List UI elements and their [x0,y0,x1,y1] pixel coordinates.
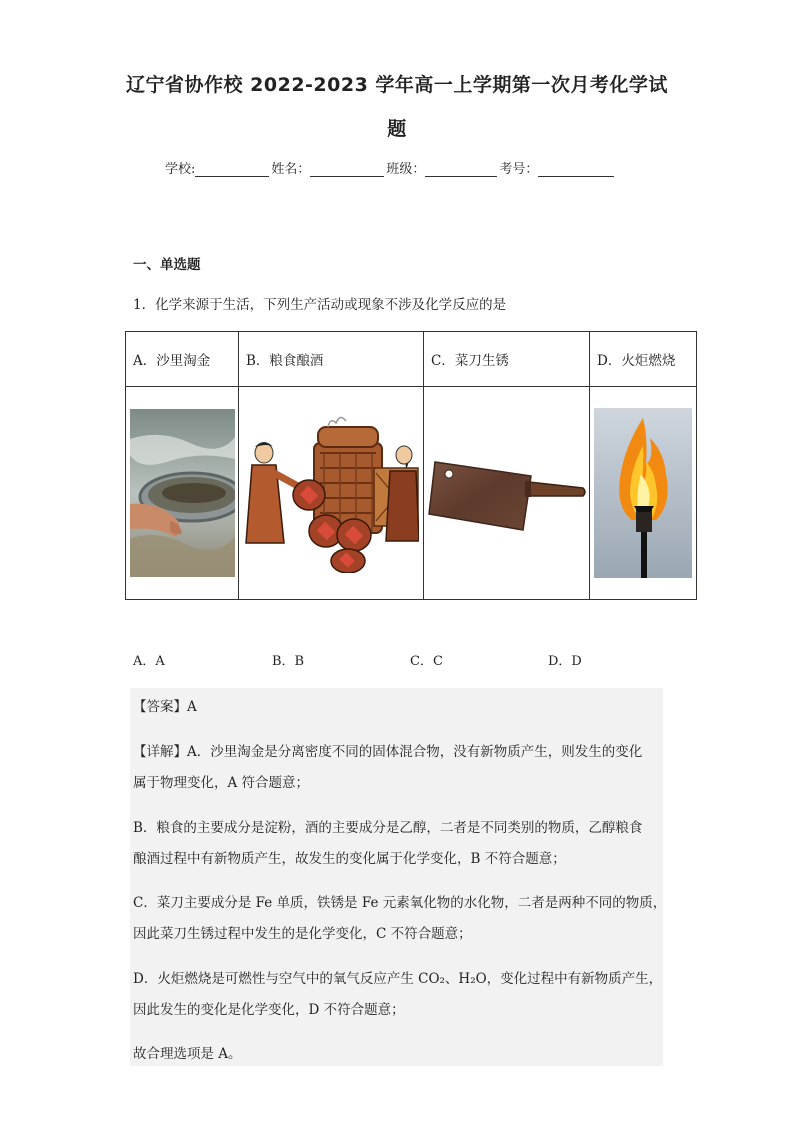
id-blank[interactable] [538,160,614,177]
burning-torch-photo [594,408,692,578]
school-label: 学校: [165,162,196,177]
option-d-label: D．火炬燃烧 [590,332,697,387]
detail-line: 因此菜刀生锈过程中发生的是化学变化，C 不符合题意； [133,926,472,942]
gold-panning-photo [130,409,235,577]
detail-line: D．火炬燃烧是可燃性与空气中的氧气反应产生 CO₂、H₂O，变化过程中有新物质产生， [133,971,663,987]
option-c-label: C．菜刀生锈 [424,332,590,387]
detail-line: B．粮食的主要成分是淀粉，酒的主要成分是乙醇，二者是不同类别的物质，乙醇粮食 [133,820,643,836]
name-blank[interactable] [310,160,384,177]
school-blank[interactable] [195,160,269,177]
rusty-cleaver-photo [427,448,587,538]
choice-a[interactable]: A．A [133,654,165,669]
detail-line: 【详解】A．沙里淘金是分离密度不同的固体混合物，没有新物质产生，则发生的变化 [133,744,643,760]
section-title: 一、单选题 [133,257,201,273]
choice-b[interactable]: B．B [272,654,305,669]
page-title-line-2: 题 [387,118,407,140]
id-label: 考号： [499,162,539,177]
question-text: 1．化学来源于生活，下列生产活动或现象不涉及化学反应的是 [133,297,507,313]
student-info-row [165,158,616,177]
choice-c[interactable]: C．C [410,654,443,669]
class-blank[interactable] [425,160,497,177]
answer-line: 【答案】A [133,699,197,715]
wine-brewing-illustration [244,413,419,573]
detail-line: 酿酒过程中有新物质产生，故发生的变化属于化学变化，B 不符合题意； [133,851,566,867]
detail-line: C．菜刀主要成分是 Fe 单质，铁锈是 Fe 元素氧化物的水化物，二者是两种不同的物质， [133,895,667,911]
conclusion-line: 故合理选项是 A。 [133,1046,242,1062]
class-label: 班级： [386,162,426,177]
choice-d[interactable]: D．D [548,654,582,669]
detail-line: 属于物理变化，A 符合题意； [133,775,310,791]
option-b-label: B．粮食酿酒 [239,332,424,387]
options-table [125,331,697,600]
name-label: 姓名： [271,162,311,177]
page-title-line-1: 辽宁省协作校 2022-2023 学年高一上学期第一次月考化学试 [126,74,668,96]
option-a-label: A．沙里淘金 [126,332,239,387]
detail-line: 因此发生的变化是化学变化，D 不符合题意； [133,1002,405,1018]
